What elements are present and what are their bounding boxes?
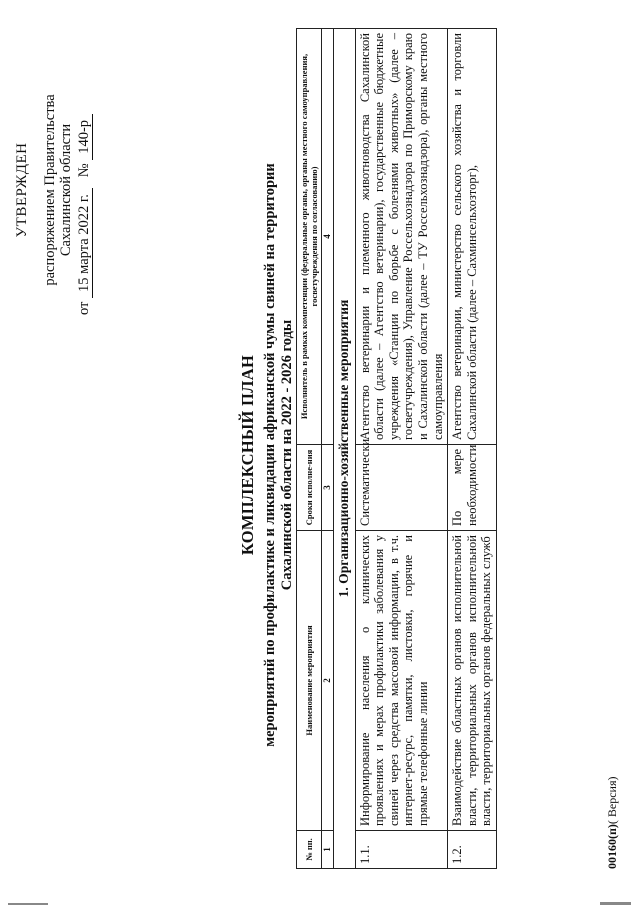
row-executor: Агентство ветеринарии, министерство сельского хозяйства и торговли Сахалинской области (далее – Сахминсельхозторг), xyxy=(448,29,497,445)
column-number: 1 xyxy=(322,831,334,869)
footer-doc-code: 00160(п) xyxy=(605,824,619,869)
footer-code xyxy=(605,777,620,870)
header-name: Наименование мероприятия xyxy=(297,531,322,831)
table-row xyxy=(355,29,448,869)
header-num: № пп. xyxy=(297,831,322,869)
header-executor: Исполнитель в рамках компетенции (федеральные органы, органы местного самоуправления, госветучреждения по согласованию) xyxy=(297,29,322,445)
approval-date: 15 марта 2022 г. xyxy=(76,188,93,298)
row-num: 1.1. xyxy=(355,831,448,869)
row-term: Систематически xyxy=(355,445,448,531)
title-line-3: Сахалинской области на 2022 - 2026 годы xyxy=(279,319,295,591)
approval-stamp xyxy=(14,65,93,315)
column-number: 3 xyxy=(322,445,334,531)
column-number: 4 xyxy=(322,29,334,445)
approval-line-2: Сахалинской области xyxy=(58,123,74,257)
footer-version: ( Версия) xyxy=(605,776,619,825)
plan-table xyxy=(296,28,497,869)
header-term: Сроки исполне-ния xyxy=(297,445,322,531)
row-name: Взаимодействие областных органов исполнительной власти, территориальных органов исполнительной власти, территориальных органов федеральных служб xyxy=(448,531,497,831)
title-line-2: мероприятий по профилактике и ликвидации африканской чумы свиней на территории xyxy=(262,163,278,747)
approval-number: 140-р xyxy=(76,114,93,160)
title-line-1: КОМПЛЕКСНЫЙ ПЛАН xyxy=(238,354,257,556)
row-num: 1.2. xyxy=(448,831,497,869)
date-prefix: от xyxy=(76,301,92,315)
approval-line-1: распоряжением Правительства xyxy=(42,94,58,286)
row-executor: Агентство ветеринарии и племенного животноводства Сахалинской области (далее – Агентство ветеринарии), государственные бюджетные учреждения «Станции по борьбе с болезнями животных» (далее – госветучреждения), Управление Россельхознадзора по Приморскому краю и Сахалинской области (далее – ТУ Россельхознадзора), органы местного самоуправления xyxy=(355,29,448,445)
row-term: По мере необходимости xyxy=(448,445,497,531)
document-title xyxy=(238,75,296,835)
approval-date-line xyxy=(76,65,93,315)
header-row xyxy=(297,29,322,869)
column-numbers-row xyxy=(322,29,334,869)
number-prefix: № xyxy=(76,163,92,178)
column-number: 2 xyxy=(322,531,334,831)
section-title: 1. Организационно-хозяйственные мероприятия xyxy=(334,29,356,869)
approval-heading: УТВЕРЖДЕН xyxy=(14,142,30,238)
section-row xyxy=(334,29,356,869)
table-row xyxy=(448,29,497,869)
row-name: Информирование населения о клинических проявлениях и мерах профилактики заболевания у свиней через средства массовой информации, в т.ч. интернет-ресурс, памятки, листовки, горячие и прямые телефонные линии xyxy=(355,531,448,831)
